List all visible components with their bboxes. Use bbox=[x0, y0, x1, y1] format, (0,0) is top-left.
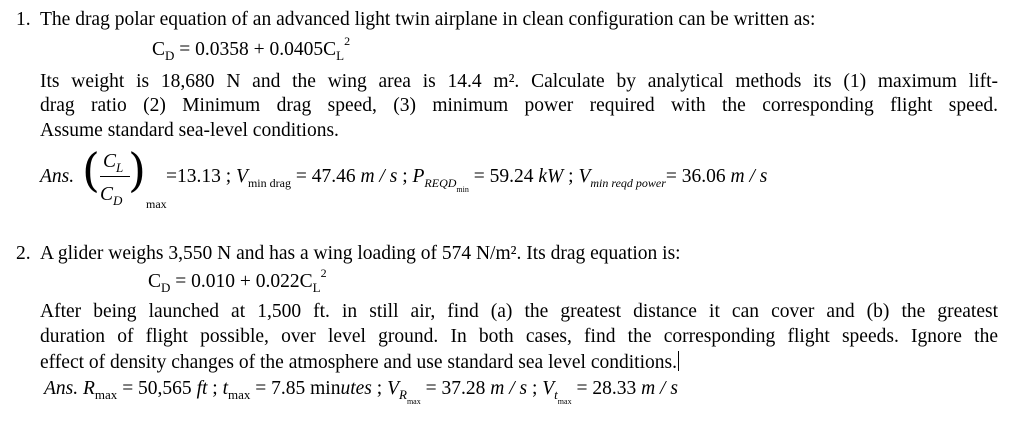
problem-2-body-line-3[interactable]: effect of density changes of the atmosphere and use standard sea level conditions. bbox=[40, 351, 679, 373]
problem-1-equation: $C_D = 0.0358 + 0.0405C_L^2$ bbox=[152, 34, 351, 63]
problem-1-body-line-1: Its weight is 18,680 N and the wing area is 14.4 m². Calculate by analytical methods its (1) maximum lift- bbox=[40, 71, 998, 92]
fraction-bar bbox=[100, 176, 130, 177]
fraction-max-subscript: max bbox=[146, 197, 167, 211]
problem-2-number: 2. bbox=[16, 243, 31, 264]
problem-1-answer-values: =13.13 ; $V_{min drag} = 47.46$ m / s ; $P_{REQDmin} = 59.24$ kW ; $V_{min reqd power}= 36.06$ m / s bbox=[166, 166, 768, 194]
problem-1-body-line-3: Assume standard sea-level conditions. bbox=[40, 120, 339, 141]
problem-2-body-line-2: duration of flight possible, over level ground. In both cases, find the corresponding flight speeds. Ignore the bbox=[40, 326, 998, 347]
right-paren: ) bbox=[128, 143, 146, 197]
left-paren: ( bbox=[82, 143, 100, 197]
problem-2-answer: Ans. $R_{max} = 50,565$ ft ; $t_{max} = 7.85$ minutes ; $V_{Rmax} = 37.28$ m / s ; $V_{tmax} = 28.33$ m / s bbox=[44, 378, 678, 406]
text-cursor bbox=[678, 351, 680, 371]
problem-1-answer-label: Ans. bbox=[40, 166, 75, 187]
fraction-numerator: $C_L$ bbox=[103, 151, 124, 175]
fraction-denominator: $C_D$ bbox=[100, 184, 123, 208]
problem-2-equation: $C_D = 0.010 + 0.022C_L^2$ bbox=[148, 266, 327, 295]
problem-2-body-line-1: After being launched at 1,500 ft. in still air, find (a) the greatest distance it can cover and (b) the greatest bbox=[40, 301, 998, 322]
problem-2-intro: A glider weighs 3,550 N and has a wing loading of 574 N/m². Its drag equation is: bbox=[40, 243, 681, 264]
problem-1-number: 1. bbox=[16, 9, 31, 30]
problem-1-body-line-2: drag ratio (2) Minimum drag speed, (3) minimum power required with the corresponding flight speed. bbox=[40, 95, 998, 116]
problem-1-intro: The drag polar equation of an advanced light twin airplane in clean configuration can be written as: bbox=[40, 9, 816, 30]
